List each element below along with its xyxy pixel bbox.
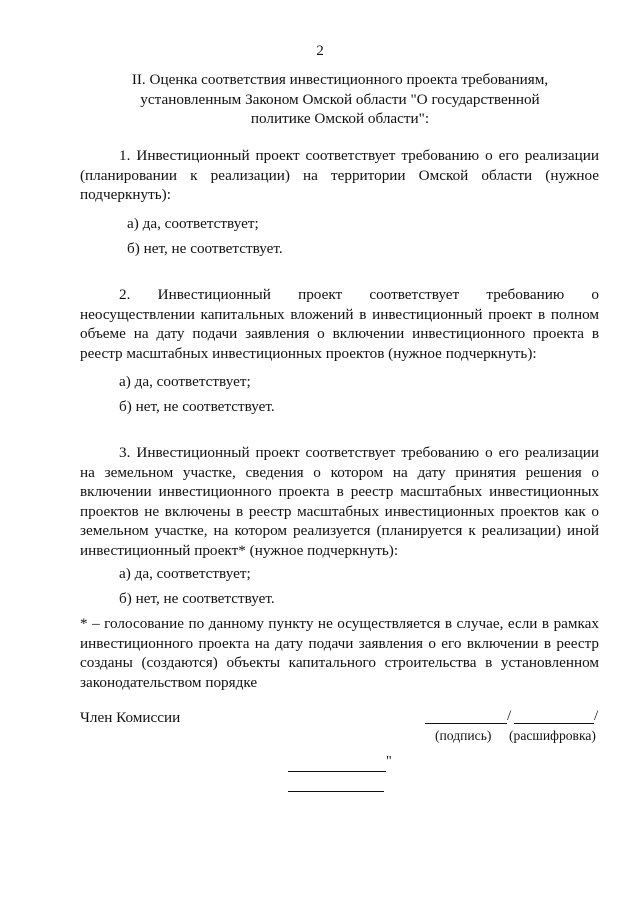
signature-end-separator: / bbox=[594, 707, 599, 724]
section-title bbox=[80, 70, 600, 129]
item-2-text: 2. Инвестиционный проект соответствует требованию о неосуществлении капитальных вложений в инвестиционный проект в полном объеме на дату подачи заявления о включении инвестиционного проекта в реестр масштабных инвестиционных проектов (нужное подчеркнуть): bbox=[80, 286, 599, 362]
date-line-1 bbox=[288, 771, 386, 772]
section-title-line: установленным Законом Омской области "О государственной bbox=[140, 90, 540, 108]
item-3-option-yes: а) да, соответствует; bbox=[119, 565, 251, 582]
item-3-option-no: б) нет, не соответствует. bbox=[119, 590, 275, 607]
signature-caption: (подпись) bbox=[435, 728, 492, 743]
section-title-line: политике Омской области": bbox=[250, 110, 430, 127]
section-title-line: II. Оценка соответствия инвестиционного проекта требованиям, bbox=[131, 71, 549, 88]
item-1-option-yes: а) да, соответствует; bbox=[127, 215, 259, 232]
decoding-line bbox=[514, 723, 594, 724]
item-2-option-no: б) нет, не соответствует. bbox=[119, 398, 275, 415]
item-1-text: 1. Инвестиционный проект соответствует требованию о его реализации (планировании к реализации) на территории Омской области (нужное подчеркнуть): bbox=[80, 147, 599, 203]
footnote: * – голосование по данному пункту не осуществляется в случае, если в рамках инвестиционного проекта на дату подачи заявления о его включении в реестр созданы (создаются) объекты капитального строительства в установленном законодательством порядке bbox=[80, 615, 599, 691]
member-label: Член Комиссии bbox=[80, 709, 181, 726]
signature-line bbox=[425, 723, 507, 724]
date-quote-mark: " bbox=[386, 754, 392, 769]
date-line-2 bbox=[288, 791, 384, 792]
item-1-option-no: б) нет, не соответствует. bbox=[127, 240, 283, 257]
decoding-caption: (расшифровка) bbox=[509, 728, 596, 743]
item-2-option-yes: а) да, соответствует; bbox=[119, 373, 251, 390]
item-3-text: 3. Инвестиционный проект соответствует требованию о его реализации на земельном участке, сведения о котором на дату принятия решения о включении инвестиционного проекта в реестр масштабных инвестиционных проектов не включены в реестр масштабных инвестиционных проектов как о земельном участке, на котором реализуется (планируется к реализации) иной инвестиционный проект* (нужное подчеркнуть): bbox=[80, 444, 599, 559]
page-number: 2 bbox=[316, 42, 324, 59]
signature-separator: / bbox=[507, 707, 512, 724]
